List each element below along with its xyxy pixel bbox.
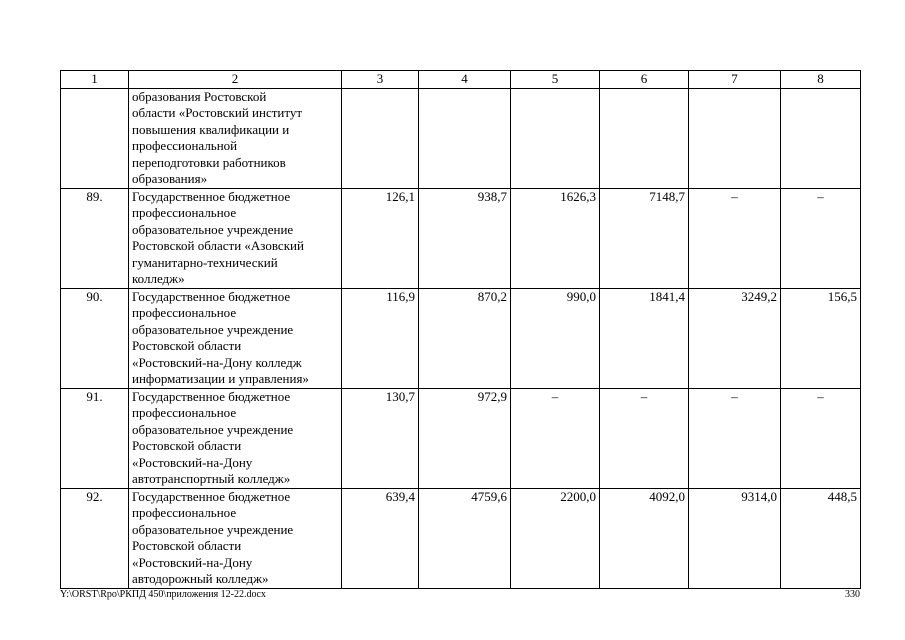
column-header: 7: [689, 71, 781, 89]
column-header: 4: [419, 71, 511, 89]
value-cell: [511, 88, 600, 188]
value-cell: 448,5: [781, 488, 861, 588]
table-row: [61, 388, 861, 488]
row-number-cell: 91.: [61, 388, 129, 488]
value-cell: [342, 88, 419, 188]
value-cell: 1626,3: [511, 188, 600, 288]
value-cell: –: [689, 188, 781, 288]
value-cell: [781, 88, 861, 188]
value-cell: 870,2: [419, 288, 511, 388]
footer-file-path: Y:\ORST\Rpo\РКПД 450\приложения 12-22.docx: [60, 589, 266, 600]
row-number-cell: 90.: [61, 288, 129, 388]
column-header: 1: [61, 71, 129, 89]
table-body: [61, 71, 861, 589]
value-cell: 2200,0: [511, 488, 600, 588]
value-cell: [689, 88, 781, 188]
value-cell: –: [511, 388, 600, 488]
institution-name-cell: Государственное бюджетное профессиональное образовательное учреждение Ростовской области «Ростовский-на-Дону колледж информатизации и управления»: [129, 288, 342, 388]
value-cell: 116,9: [342, 288, 419, 388]
header-row: [61, 71, 861, 89]
value-cell: 972,9: [419, 388, 511, 488]
value-cell: 639,4: [342, 488, 419, 588]
column-header: 8: [781, 71, 861, 89]
value-cell: 156,5: [781, 288, 861, 388]
value-cell: 1841,4: [600, 288, 689, 388]
institution-name-cell: Государственное бюджетное профессиональное образовательное учреждение Ростовской области «Азовский гуманитарно-технический колледж»: [129, 188, 342, 288]
table-row: [61, 88, 861, 188]
row-number-cell: [61, 88, 129, 188]
value-cell: –: [781, 388, 861, 488]
column-header: 5: [511, 71, 600, 89]
column-header: 6: [600, 71, 689, 89]
column-header: 2: [129, 71, 342, 89]
value-cell: 4092,0: [600, 488, 689, 588]
table-row: [61, 188, 861, 288]
row-number-cell: 89.: [61, 188, 129, 288]
institution-name-cell: Государственное бюджетное профессиональное образовательное учреждение Ростовской области «Ростовский-на-Дону автодорожный колледж»: [129, 488, 342, 588]
row-number-cell: 92.: [61, 488, 129, 588]
column-header: 3: [342, 71, 419, 89]
value-cell: –: [781, 188, 861, 288]
value-cell: 4759,6: [419, 488, 511, 588]
table-row: [61, 288, 861, 388]
value-cell: 130,7: [342, 388, 419, 488]
value-cell: 126,1: [342, 188, 419, 288]
value-cell: [600, 88, 689, 188]
value-cell: –: [600, 388, 689, 488]
footer-page-number: 330: [845, 589, 860, 600]
value-cell: [419, 88, 511, 188]
value-cell: –: [689, 388, 781, 488]
value-cell: 938,7: [419, 188, 511, 288]
value-cell: 7148,7: [600, 188, 689, 288]
institution-name-cell: образования Ростовской области «Ростовский институт повышения квалификации и профессиональной переподготовки работников образования»: [129, 88, 342, 188]
value-cell: 990,0: [511, 288, 600, 388]
table-row: [61, 488, 861, 588]
value-cell: 9314,0: [689, 488, 781, 588]
institution-name-cell: Государственное бюджетное профессиональное образовательное учреждение Ростовской области «Ростовский-на-Дону автотранспортный колледж»: [129, 388, 342, 488]
data-table: [60, 70, 861, 589]
value-cell: 3249,2: [689, 288, 781, 388]
